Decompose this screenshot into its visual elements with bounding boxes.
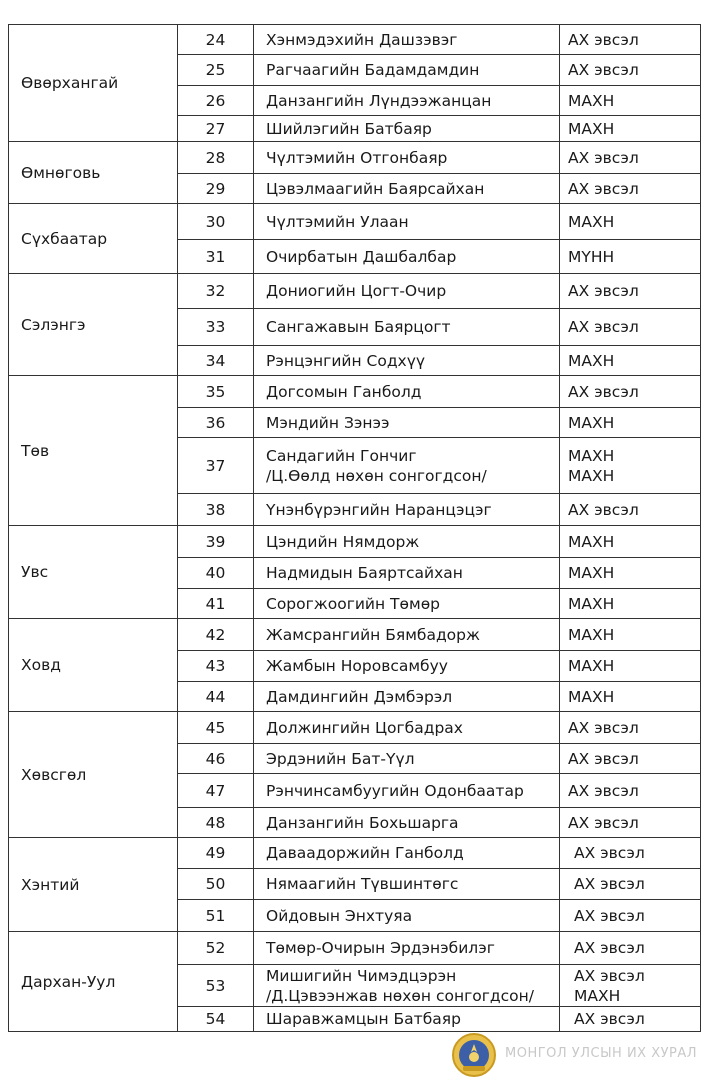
- member-name: Цэндийн Нямдорж: [266, 532, 420, 551]
- state-emblem-icon: [449, 1032, 499, 1078]
- watermark-text: МОНГОЛ УЛСЫН ИХ ХУРАЛ: [505, 1046, 698, 1061]
- party-cell: [560, 965, 701, 1007]
- district-number-cell: 44: [178, 682, 254, 712]
- party-label: АХ эвсэл: [568, 781, 639, 800]
- party-cell: [560, 558, 701, 589]
- party-label: АХ эвсэл: [568, 813, 639, 832]
- party-label: МАХН: [568, 91, 615, 110]
- member-name-cell: [254, 174, 560, 204]
- region-cell: Ховд: [9, 619, 178, 712]
- district-number-cell: 53: [178, 965, 254, 1007]
- member-name-cell: [254, 494, 560, 526]
- member-name: Должингийн Цогбадрах: [266, 718, 463, 737]
- party-label: АХ эвсэл: [568, 282, 639, 300]
- member-name-cell: [254, 240, 560, 274]
- table-row: [9, 25, 701, 55]
- district-number-cell: 49: [178, 838, 254, 869]
- party-label: АХ эвсэл: [574, 939, 645, 957]
- district-number-cell: 33: [178, 309, 254, 346]
- member-name-cell: [254, 376, 560, 408]
- members-table: [8, 24, 701, 1032]
- party-cell: [560, 526, 701, 558]
- party-cell: [560, 25, 701, 55]
- region-cell: Төв: [9, 376, 178, 526]
- member-name-cell: [254, 274, 560, 309]
- member-name-cell: [254, 86, 560, 116]
- party-label: МАХН: [568, 687, 615, 706]
- member-name-cell: [254, 438, 560, 494]
- district-number-cell: 54: [178, 1007, 254, 1032]
- member-name: Сангажавын Баярцогт: [266, 318, 451, 336]
- party-cell: [560, 174, 701, 204]
- member-name: Шийлэгийн Батбаяр: [266, 119, 432, 138]
- member-name: Данзангийн Лүндээжанцан: [266, 91, 492, 110]
- party-cell: [560, 116, 701, 142]
- party-cell: [560, 651, 701, 682]
- member-name-cell: [254, 712, 560, 744]
- member-name: Сорогжоогийн Төмөр: [266, 594, 441, 613]
- district-number-cell: 40: [178, 558, 254, 589]
- table-row: [9, 142, 701, 174]
- member-name-cell: [254, 116, 560, 142]
- party-label: АХ эвсэл: [568, 382, 639, 401]
- member-name-cell: [254, 965, 560, 1007]
- party-cell: [560, 589, 701, 619]
- district-number-cell: 42: [178, 619, 254, 651]
- district-number-cell: 51: [178, 900, 254, 932]
- district-number-cell: 41: [178, 589, 254, 619]
- member-name-cell: [254, 619, 560, 651]
- member-note: /Ц.Өөлд нөхөн сонгогдсон/: [266, 466, 487, 485]
- party-cell: [560, 838, 701, 869]
- member-name: Ойдовын Энхтуяа: [266, 906, 413, 925]
- district-number-cell: 26: [178, 86, 254, 116]
- party-label: АХ эвсэл: [574, 906, 645, 925]
- party-cell: [560, 900, 701, 932]
- member-name: Мэндийн Зэнээ: [266, 413, 390, 432]
- member-name-cell: [254, 869, 560, 900]
- members-table-body: [9, 25, 701, 1032]
- party-label: МАХН: [568, 212, 615, 231]
- member-name-cell: [254, 932, 560, 965]
- member-name-cell: [254, 744, 560, 774]
- district-number-cell: 37: [178, 438, 254, 494]
- member-name-cell: [254, 55, 560, 86]
- member-name: Дамдингийн Дэмбэрэл: [266, 687, 453, 706]
- member-name: Төмөр-Очирын Эрдэнэбилэг: [266, 939, 495, 957]
- party-label: АХ эвсэл: [568, 718, 639, 737]
- member-name: Нямаагийн Түвшинтөгс: [266, 875, 459, 893]
- table-row: [9, 204, 701, 240]
- district-number-cell: 28: [178, 142, 254, 174]
- district-number-cell: 45: [178, 712, 254, 744]
- party-label: АХ эвсэл: [568, 30, 639, 49]
- party-cell: [560, 774, 701, 808]
- member-name-cell: [254, 204, 560, 240]
- table-row: [9, 838, 701, 869]
- party-label: МАХН: [568, 413, 615, 432]
- district-number-cell: 39: [178, 526, 254, 558]
- member-name: Үнэнбүрэнгийн Наранцэцэг: [266, 500, 492, 519]
- party-cell: [560, 619, 701, 651]
- district-number-cell: 38: [178, 494, 254, 526]
- table-row: [9, 619, 701, 651]
- district-number-cell: 30: [178, 204, 254, 240]
- member-name: Сандагийн Гончиг: [266, 446, 417, 465]
- table-row: [9, 526, 701, 558]
- region-cell: Өмнөговь: [9, 142, 178, 204]
- district-number-cell: 48: [178, 808, 254, 838]
- party-cell: [560, 682, 701, 712]
- district-number-cell: 31: [178, 240, 254, 274]
- member-name: Дониогийн Цогт-Очир: [266, 282, 447, 300]
- member-name: Даваадоржийн Ганболд: [266, 844, 464, 862]
- member-name: Чүлтэмийн Улаан: [266, 212, 409, 231]
- region-cell: Өвөрхангай: [9, 25, 178, 142]
- member-name: Мишигийн Чимэдцэрэн: [266, 966, 457, 985]
- member-note: /Д.Цэвээнжав нөхөн сонгогдсон/: [266, 986, 534, 1005]
- party-cell: [560, 438, 701, 494]
- party-label: МАХН: [568, 351, 615, 370]
- member-name-cell: [254, 142, 560, 174]
- party-cell: [560, 204, 701, 240]
- party-label: МАХН: [568, 657, 615, 675]
- party-cell: [560, 346, 701, 376]
- member-name: Очирбатын Дашбалбар: [266, 247, 457, 266]
- party-cell: [560, 808, 701, 838]
- party-cell: [560, 240, 701, 274]
- table-row: [9, 274, 701, 309]
- member-name-cell: [254, 558, 560, 589]
- district-number-cell: 43: [178, 651, 254, 682]
- member-name-cell: [254, 589, 560, 619]
- party-cell: [560, 274, 701, 309]
- region-cell: Сэлэнгэ: [9, 274, 178, 376]
- district-number-cell: 36: [178, 408, 254, 438]
- member-name: Чүлтэмийн Отгонбаяр: [266, 148, 448, 167]
- member-name-cell: [254, 25, 560, 55]
- party-label: МАХН: [568, 466, 615, 485]
- district-number-cell: 27: [178, 116, 254, 142]
- member-name-cell: [254, 408, 560, 438]
- district-number-cell: 35: [178, 376, 254, 408]
- party-cell: [560, 1007, 701, 1032]
- party-label: МАХН: [574, 986, 621, 1005]
- member-name: Рэнчинсамбуугийн Одонбаатар: [266, 781, 524, 800]
- district-number-cell: 50: [178, 869, 254, 900]
- table-row: [9, 712, 701, 744]
- party-label: АХ эвсэл: [568, 61, 639, 79]
- party-label: АХ эвсэл: [568, 318, 639, 336]
- party-cell: [560, 86, 701, 116]
- district-number-cell: 34: [178, 346, 254, 376]
- party-label: АХ эвсэл: [574, 966, 645, 985]
- member-name-cell: [254, 808, 560, 838]
- party-cell: [560, 869, 701, 900]
- party-label: АХ эвсэл: [568, 179, 639, 198]
- member-name: Шаравжамцын Батбаяр: [266, 1010, 461, 1028]
- party-label: АХ эвсэл: [574, 875, 645, 893]
- party-label: МАХН: [568, 446, 615, 465]
- member-name-cell: [254, 651, 560, 682]
- party-cell: [560, 376, 701, 408]
- member-name: Эрдэнийн Бат-Үүл: [266, 749, 415, 768]
- parliament-watermark: [445, 1030, 705, 1080]
- region-cell: Сүхбаатар: [9, 204, 178, 274]
- region-cell: Дархан-Уул: [9, 932, 178, 1032]
- party-label: АХ эвсэл: [568, 500, 639, 519]
- party-cell: [560, 408, 701, 438]
- party-label: МАХН: [568, 625, 615, 644]
- region-cell: Увс: [9, 526, 178, 619]
- member-name: Жамсрангийн Бямбадорж: [266, 625, 480, 644]
- party-cell: [560, 712, 701, 744]
- party-cell: [560, 55, 701, 86]
- party-cell: [560, 309, 701, 346]
- member-name: Жамбын Норовсамбуу: [266, 657, 448, 675]
- party-label: МАХН: [568, 594, 615, 613]
- region-cell: Хөвсгөл: [9, 712, 178, 838]
- member-name: Надмидын Баяртсайхан: [266, 564, 463, 582]
- member-name: Данзангийн Бохьшарга: [266, 813, 459, 832]
- district-number-cell: 29: [178, 174, 254, 204]
- party-cell: [560, 932, 701, 965]
- district-number-cell: 32: [178, 274, 254, 309]
- party-label: МАХН: [568, 564, 615, 582]
- party-label: МҮНН: [568, 247, 615, 266]
- member-name-cell: [254, 838, 560, 869]
- party-label: АХ эвсэл: [574, 1010, 645, 1028]
- district-number-cell: 46: [178, 744, 254, 774]
- member-name: Рэнцэнгийн Содхүү: [266, 351, 426, 370]
- member-name-cell: [254, 900, 560, 932]
- member-name-cell: [254, 774, 560, 808]
- district-number-cell: 47: [178, 774, 254, 808]
- party-cell: [560, 744, 701, 774]
- member-name: Догсомын Ганболд: [266, 382, 422, 401]
- member-name-cell: [254, 309, 560, 346]
- party-cell: [560, 494, 701, 526]
- party-label: МАХН: [568, 119, 615, 138]
- party-label: АХ эвсэл: [568, 749, 639, 768]
- district-number-cell: 24: [178, 25, 254, 55]
- member-name-cell: [254, 682, 560, 712]
- member-name-cell: [254, 526, 560, 558]
- table-row: [9, 932, 701, 965]
- party-label: МАХН: [568, 532, 615, 551]
- party-label: АХ эвсэл: [568, 148, 639, 167]
- table-row: [9, 376, 701, 408]
- district-number-cell: 25: [178, 55, 254, 86]
- member-name: Рагчаагийн Бадамдамдин: [266, 61, 480, 79]
- region-cell: Хэнтий: [9, 838, 178, 932]
- district-number-cell: 52: [178, 932, 254, 965]
- member-name-cell: [254, 346, 560, 376]
- member-name: Хэнмэдэхийн Дашзэвэг: [266, 30, 458, 49]
- member-name-cell: [254, 1007, 560, 1032]
- party-cell: [560, 142, 701, 174]
- member-name: Цэвэлмаагийн Баярсайхан: [266, 179, 485, 198]
- party-label: АХ эвсэл: [574, 844, 645, 862]
